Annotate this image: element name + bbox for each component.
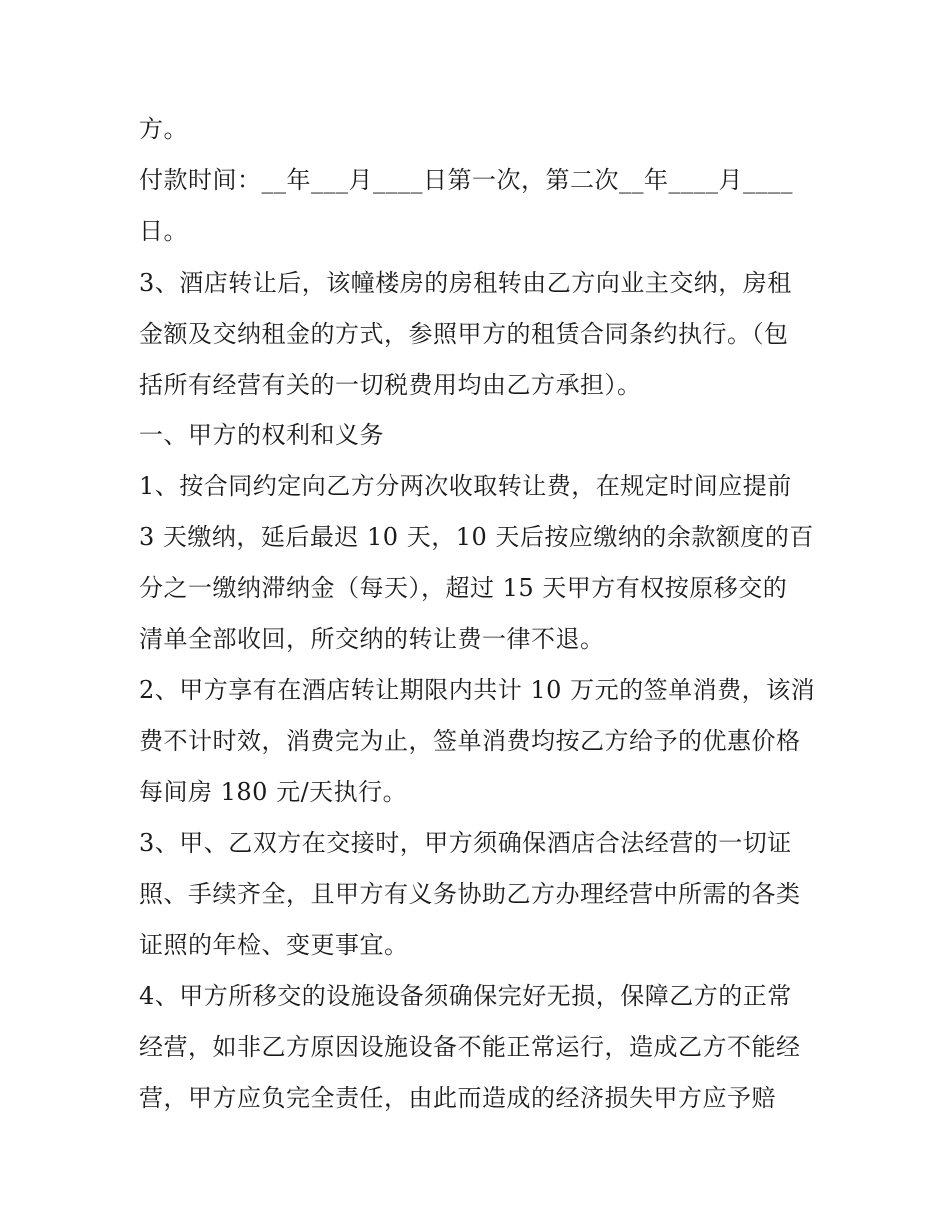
text-line: 日。 — [139, 217, 188, 245]
text-line: 1、按合同约定向乙方分两次收取转让费，在规定时间应提前 — [139, 472, 792, 500]
text-line: 4、甲方所移交的设施设备须确保完好无损，保障乙方的正常 — [139, 982, 792, 1010]
text-line: 清单全部收回，所交纳的转让费一律不退。 — [139, 625, 605, 653]
text-line: 付款时间：__年___月____日第一次，第二次__年____月____ — [139, 166, 793, 194]
text-line: 费不计时效，消费完为止，签单消费均按乙方给予的优惠价格 — [139, 727, 801, 755]
text-line: 括所有经营有关的一切税费用均由乙方承担）。 — [139, 371, 642, 399]
text-line: 证照的年检、变更事宜。 — [139, 931, 409, 959]
section-heading: 一、甲方的权利和义务 — [139, 421, 384, 449]
text-line: 金额及交纳租金的方式，参照甲方的租赁合同条约执行。（包 — [139, 320, 789, 348]
text-line: 经营，如非乙方原因设施设备不能正常运行，造成乙方不能经 — [139, 1033, 801, 1061]
text-line: 2、甲方享有在酒店转让期限内共计 10 万元的签单消费，该消 — [139, 676, 816, 704]
text-line: 照、手续齐全，且甲方有义务协助乙方办理经营中所需的各类 — [139, 880, 801, 908]
text-line: 分之一缴纳滞纳金（每天），超过 15 天甲方有权按原移交的 — [139, 574, 788, 602]
text-line: 每间房 180 元/天执行。 — [139, 778, 408, 806]
text-line: 营，甲方应负完全责任，由此而造成的经济损失甲方应予赔 — [139, 1084, 776, 1112]
text-line: 3、甲、乙双方在交接时，甲方须确保酒店合法经营的一切证 — [139, 829, 792, 857]
text-line: 3、酒店转让后，该幢楼房的房租转由乙方向业主交纳，房租 — [139, 269, 792, 297]
text-line: 方。 — [139, 115, 188, 143]
text-line: 3 天缴纳，延后最迟 10 天，10 天后按应缴纳的余款额度的百 — [139, 523, 814, 551]
